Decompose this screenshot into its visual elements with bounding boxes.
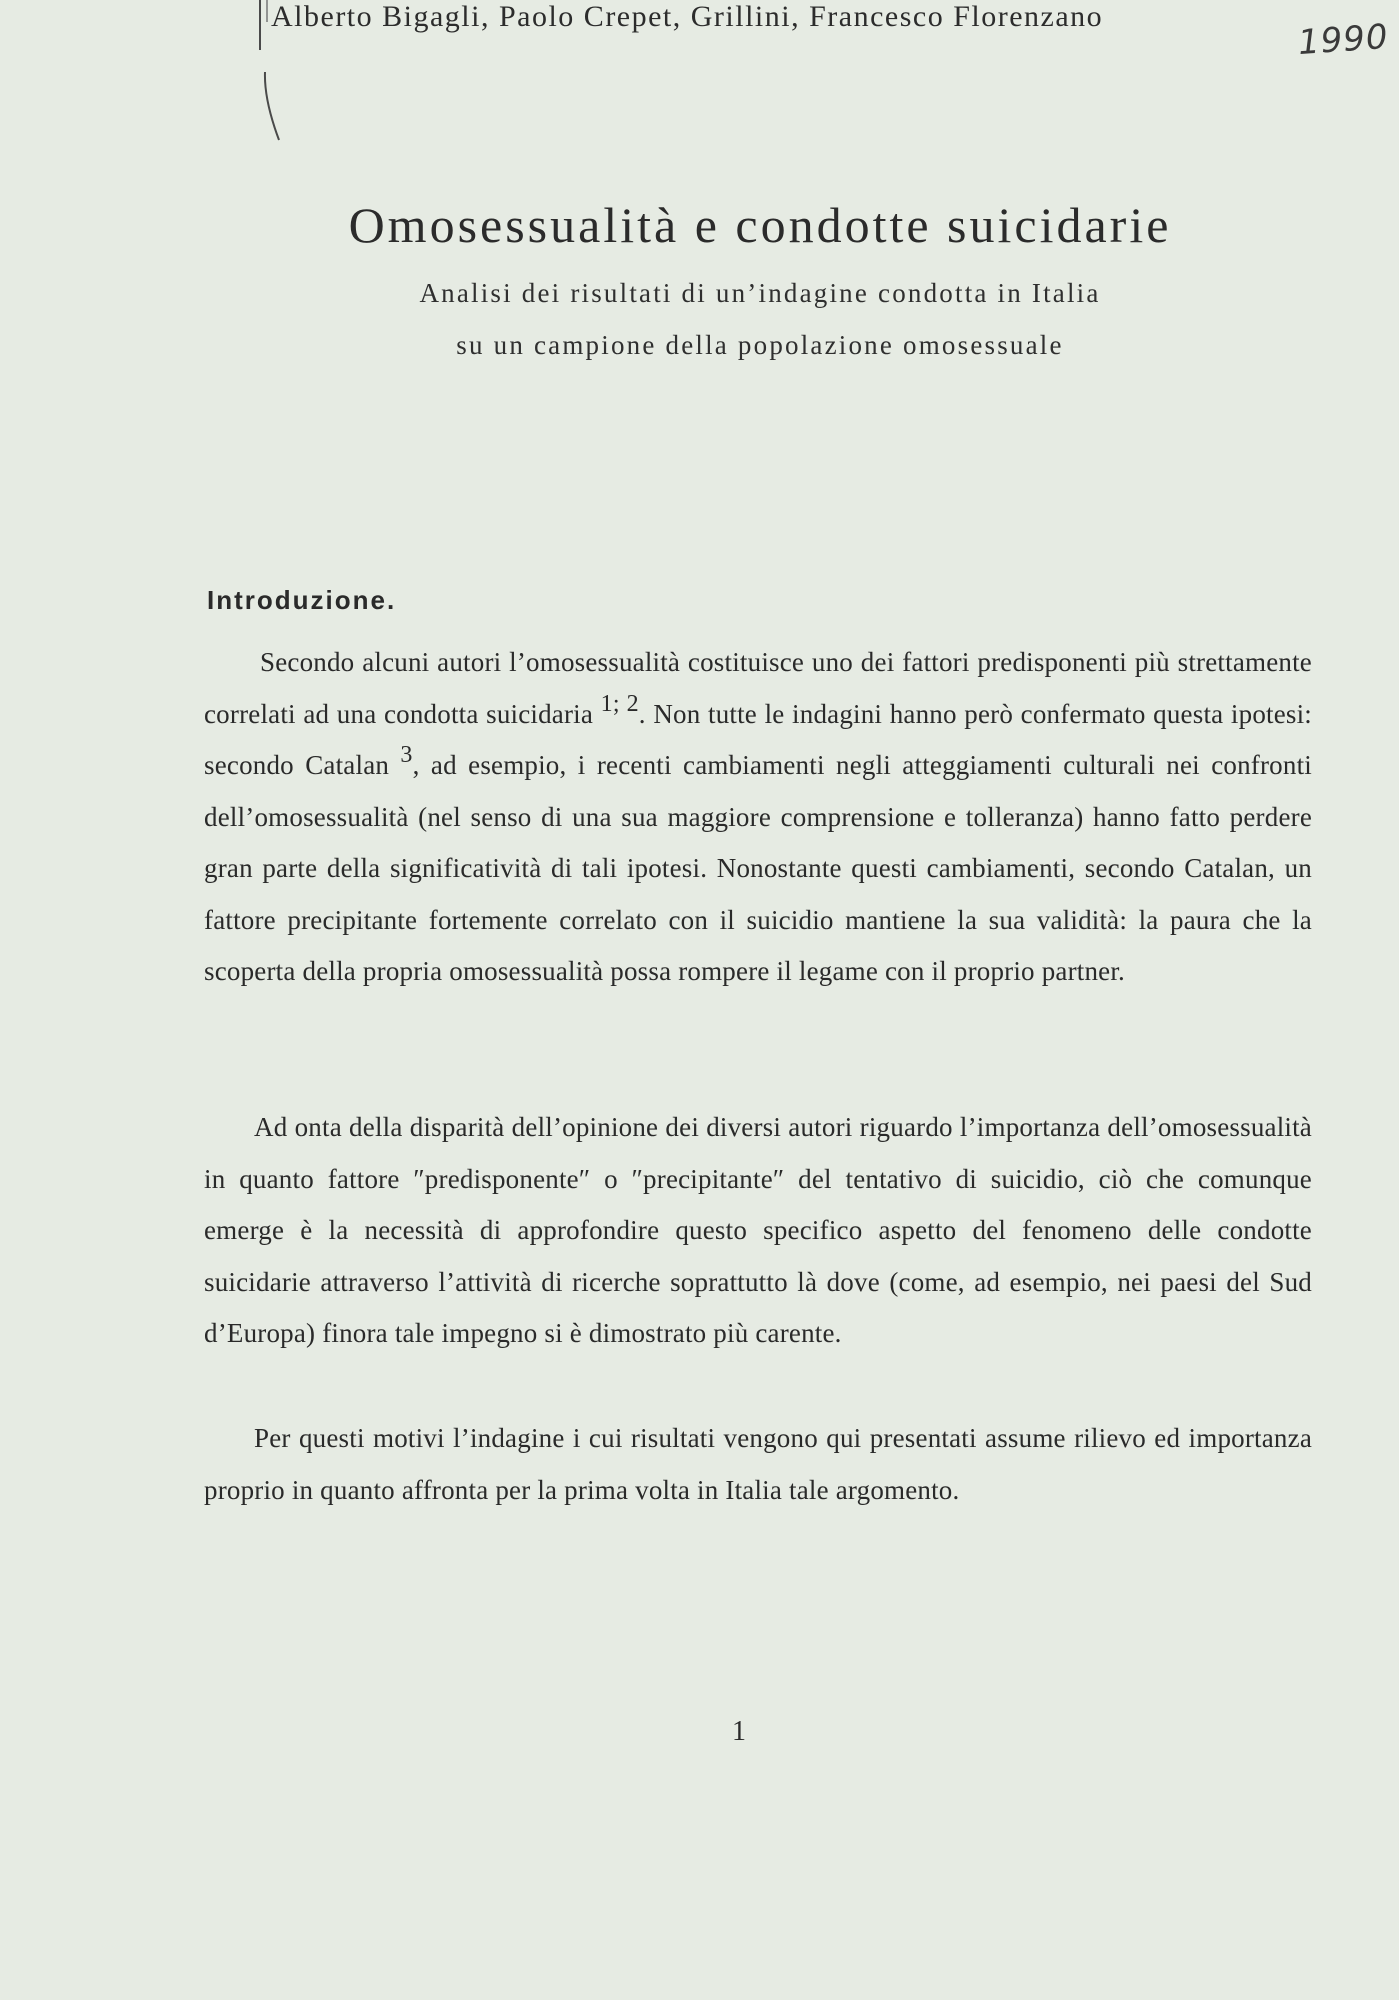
- paragraph-1-text-b: . Non tutte le indagini hanno però confermato questa ipotesi: secondo Catalan: [204, 698, 1313, 780]
- paragraph-3: Per questi motivi l’indagine i cui risultati vengono qui presentati assume rilievo ed importanza proprio in quanto affronta per la prima volta in Italia tale argomento.: [204, 1423, 1312, 1505]
- paragraph-1: [204, 637, 1312, 998]
- paragraph-2: Ad onta della disparità dell’opinione dei diversi autori riguardo l’importanza dell’omosessualità in quanto fattore ″predisponente″ o ″precipitante″ del tentativo di suicidio, ciò che comunque emerge è la necessità di approfondire questo specifico aspetto del fenomeno delle condotte suicidarie attraverso l’attività di ricerche soprattutto là dove (come, ad esempio, nei paesi del Sud d’Europa) finora tale impegno si è dimostrato più carente.: [204, 1112, 1312, 1348]
- footnote-ref-1-2: 1; 2: [600, 690, 639, 717]
- section-heading-introduzione: Introduzione.: [207, 585, 397, 615]
- document-subtitle-line-1: Analisi dei risultati di un’indagine condotta in Italia: [419, 278, 1101, 308]
- paragraph-1-text-c: , ad esempio, i recenti cambiamenti negli atteggiamenti culturali nei confronti dell’omosessualità (nel senso di una sua maggiore comprensione e tolleranza) hanno fatto perdere gran parte della significatività di tali ipotesi. Nonostante questi cambiamenti, secondo Catalan, un fattore precipitante fortemente correlato con il suicidio mantiene la sua validità: la paura che la scoperta della propria omosessualità possa rompere il legame con il proprio partner.: [204, 750, 1312, 986]
- authors-line: Alberto Bigagli, Paolo Crepet, Grillini, Francesco Florenzano: [271, 0, 1104, 33]
- handwritten-year-annotation: 1990: [1296, 16, 1390, 64]
- page-number: 1: [732, 1716, 746, 1747]
- footnote-ref-3: 3: [400, 742, 413, 768]
- document-title: Omosessualità e condotte suicidarie: [348, 197, 1172, 253]
- document-subtitle-line-2: su un campione della popolazione omosessuale: [456, 330, 1064, 360]
- paragraph-1-text-a: Secondo alcuni autori l’omosessualità costituisce uno dei fattori predisponenti più strettamente correlati ad una condotta suicidaria: [204, 647, 1312, 729]
